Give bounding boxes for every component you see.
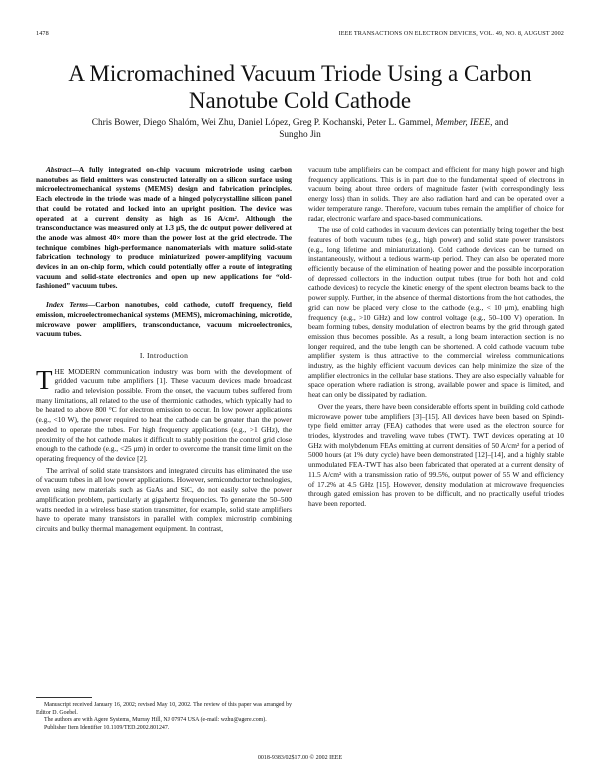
paper-title-line1: A Micromachined Vacuum Triode Using a Carbon xyxy=(68,61,532,86)
footnote-manuscript: Manuscript received January 16, 2002; revised May 10, 2002. The review of this paper was arranged by Editor D. Goebel. xyxy=(36,702,292,716)
copyright-footer: 0018-9383/02$17.00 © 2002 IEEE xyxy=(257,755,343,761)
footnote-affiliation: The authors are with Agere Systems, Murray Hill, NJ 07974 USA (e-mail: wzhu@agere.com). xyxy=(44,717,267,723)
page-number: 1478 xyxy=(36,30,49,37)
abstract xyxy=(36,165,292,291)
intro-paragraph-4: The use of cold cathodes in vacuum devices can potentially bring together the best features of both vacuum tubes (e.g., high power) and solid state power transistors (e.g., long lifetime and miniaturization). Cold cathode devices can be turned on instantaneously, without a tedious warm-up period. They can also be operated more efficiently because of the elimination of heating power and the possible incorporation of depressed collectors in the induction output tubes (true for both hot and cold cathode devices) to recycle the kinetic energy of the spent electron beams back to the power supply. Further, in the absence of thermal distortions from the hot cathodes, the grid can now be placed very close to the cathode (e.g., < 10 μm), enabling high frequency (e.g., >10 GHz) and low control voltage (e.g., 50–100 V) operation. In beam forming tubes, density modulation of electron beams by the grid through gated emission thus becomes possible. As a result, a long beam interaction section is no longer required, and the tube length can be shortened. A cold cathode vacuum tube amplifier system is thus attractive to the commercial wireless communications industry, as the highly efficient vacuum devices can help minimize the size of the amplifier electronics in the cellular base stations. They are also especially valuable for space operation where radiation is strong, available power and space is limited, and heat can only be dissipated by radiation. xyxy=(308,225,564,400)
author-list xyxy=(60,117,540,141)
authors-plain: Chris Bower, Diego Shalóm, Wei Zhu, Daniel López, Greg P. Kochanski, Peter L. Gammel, xyxy=(91,118,436,128)
intro-paragraph-3: vacuum tube amplifieirs can be compact and efficient for many high power and high frequency applications. This is in part due to the fundamental speed of electrons in vacuum being about three orders of magnitude faster (with correspondingly less energy loss) than in solids. They are also radiation hard and can be operated over a wider temperature range. Therefore, vacuum tubes remain the amplifier of choice for radar, electronic warfare and space-based communications. xyxy=(308,165,564,223)
journal-header: IEEE TRANSACTIONS ON ELECTRON DEVICES, VOL. 49, NO. 8, AUGUST 2002 xyxy=(338,30,564,37)
left-column xyxy=(36,165,292,534)
right-column xyxy=(308,165,564,509)
footnote-rule xyxy=(36,697,92,698)
intro-paragraph-2: The arrival of solid state transistors and integrated circuits has eliminated the use of vacuum tubes in all low power applications. However, semiconductor technologies, even using new materials such as GaAs and SiC, do not easily solve the power amplification problem, particularly at gigahertz frequencies. To generate the 50–500 watts needed in a wireless base station transmitter, for example, solid state amplifiers have to operate many transistors in parallel with complex microstrip combining circuits and bulky thermal management equipment. In contrast, xyxy=(36,465,292,533)
footnotes xyxy=(36,697,292,732)
index-terms-text: Carbon nanotubes, cold cathode, cutoff frequency, field emission, microelectromechanical systems (MEMS), micromachining, microtide, microwave power amplifiers, transconductance, vacuum microelectronics, vacuum tubes. xyxy=(36,300,292,339)
member-designation: Member, IEEE xyxy=(435,118,491,128)
section-heading-introduction: I. Introduction xyxy=(139,350,189,360)
author-line1 xyxy=(60,117,540,129)
running-header xyxy=(36,30,564,40)
footnote-identifier: Publisher Item Identifier 10.1109/TED.2002.801247. xyxy=(44,724,170,731)
paper-title-line2: Nanotube Cold Cathode xyxy=(188,88,412,113)
intro-paragraph-1-text: HE MODERN communication industry was born with the development of gridded vacuum tube amplifiers [1]. These vacuum devices made broadcast radio and television possible. From the onset, the vacuum tubes suffered from many limitations, all related to the use of thermionic cathodes, which typically had to be heated to above 800 °C for electron emission to occur. In low power applications (e.g., <10 W), the power required to heat the cathode can be greater than the power needed to operate the tubes. For high frequency applications (e.g., >1 GHz), the proximity of the hot cathode makes it difficult to stably position the control grid close enough to the cathode (e.g., <25 μm) in order to overcome the transit time limit on the operating frequency of the device [2]. xyxy=(36,366,292,463)
index-terms-label: Index Terms— xyxy=(46,300,96,310)
authors-tail: , and xyxy=(490,118,509,128)
intro-paragraph-1 xyxy=(36,364,292,464)
abstract-text: A fully integrated on-chip vacuum microtriode using carbon nanotubes as field emitters was constructed laterally on a silicon surface using microelectromechanical systems (MEMS) design and fabrication principles. Each electrode in the triode was made of a hinged polycrystalline silicon panel that could be rotated and locked into an upright position. The device was operated at a current density as high as 16 A/cm². Although the transconductance was measured only at 1.3 μS, the dc output power delivered at the anode was almost 40× more than the power lost at the grid electrode. The technique combines high-performance nanomaterials with mature solid-state fabrication technology to produce miniaturized power-amplifying vacuum devices in an on-chip form, which could potentially offer a route of integrating vacuum and solid-state electronics and open up new applications for “old-fashioned” vacuum tubes. xyxy=(36,165,292,291)
abstract-label: Abstract— xyxy=(46,165,79,174)
intro-paragraph-5: Over the years, there have been considerable efforts spent in building cold cathode microwave power tube amplifiers [3]–[15]. All devices have been based on Spindt-type field emitter array (FEA) cathodes that were used as the electron source for triodes, klystrodes and traveling wave tubes (TWT). TWT devices operating at 10 GHz with molybdenum FEAs emitting at current densities of 50 A/cm² for a period of 5000 hours (at 1% duty cycle) have been demonstrated [12]–[14], and a highly stable unmodulated FEA-TWT has also been fabricated that operated at a current density of 11.5 A/cm² with a transmission ratio of 99.5%, output power of 55 W and efficiency of 17.2% at 4.5 GHz [15]. However, density modulation at microwave frequencies through gated emission has proven to be difficult, and no practically useful triodes have been reported. xyxy=(308,401,564,508)
drop-cap: T xyxy=(36,364,53,395)
index-terms xyxy=(36,300,292,339)
author-line2: Sungho Jin xyxy=(279,130,321,140)
paper-title xyxy=(36,60,564,114)
